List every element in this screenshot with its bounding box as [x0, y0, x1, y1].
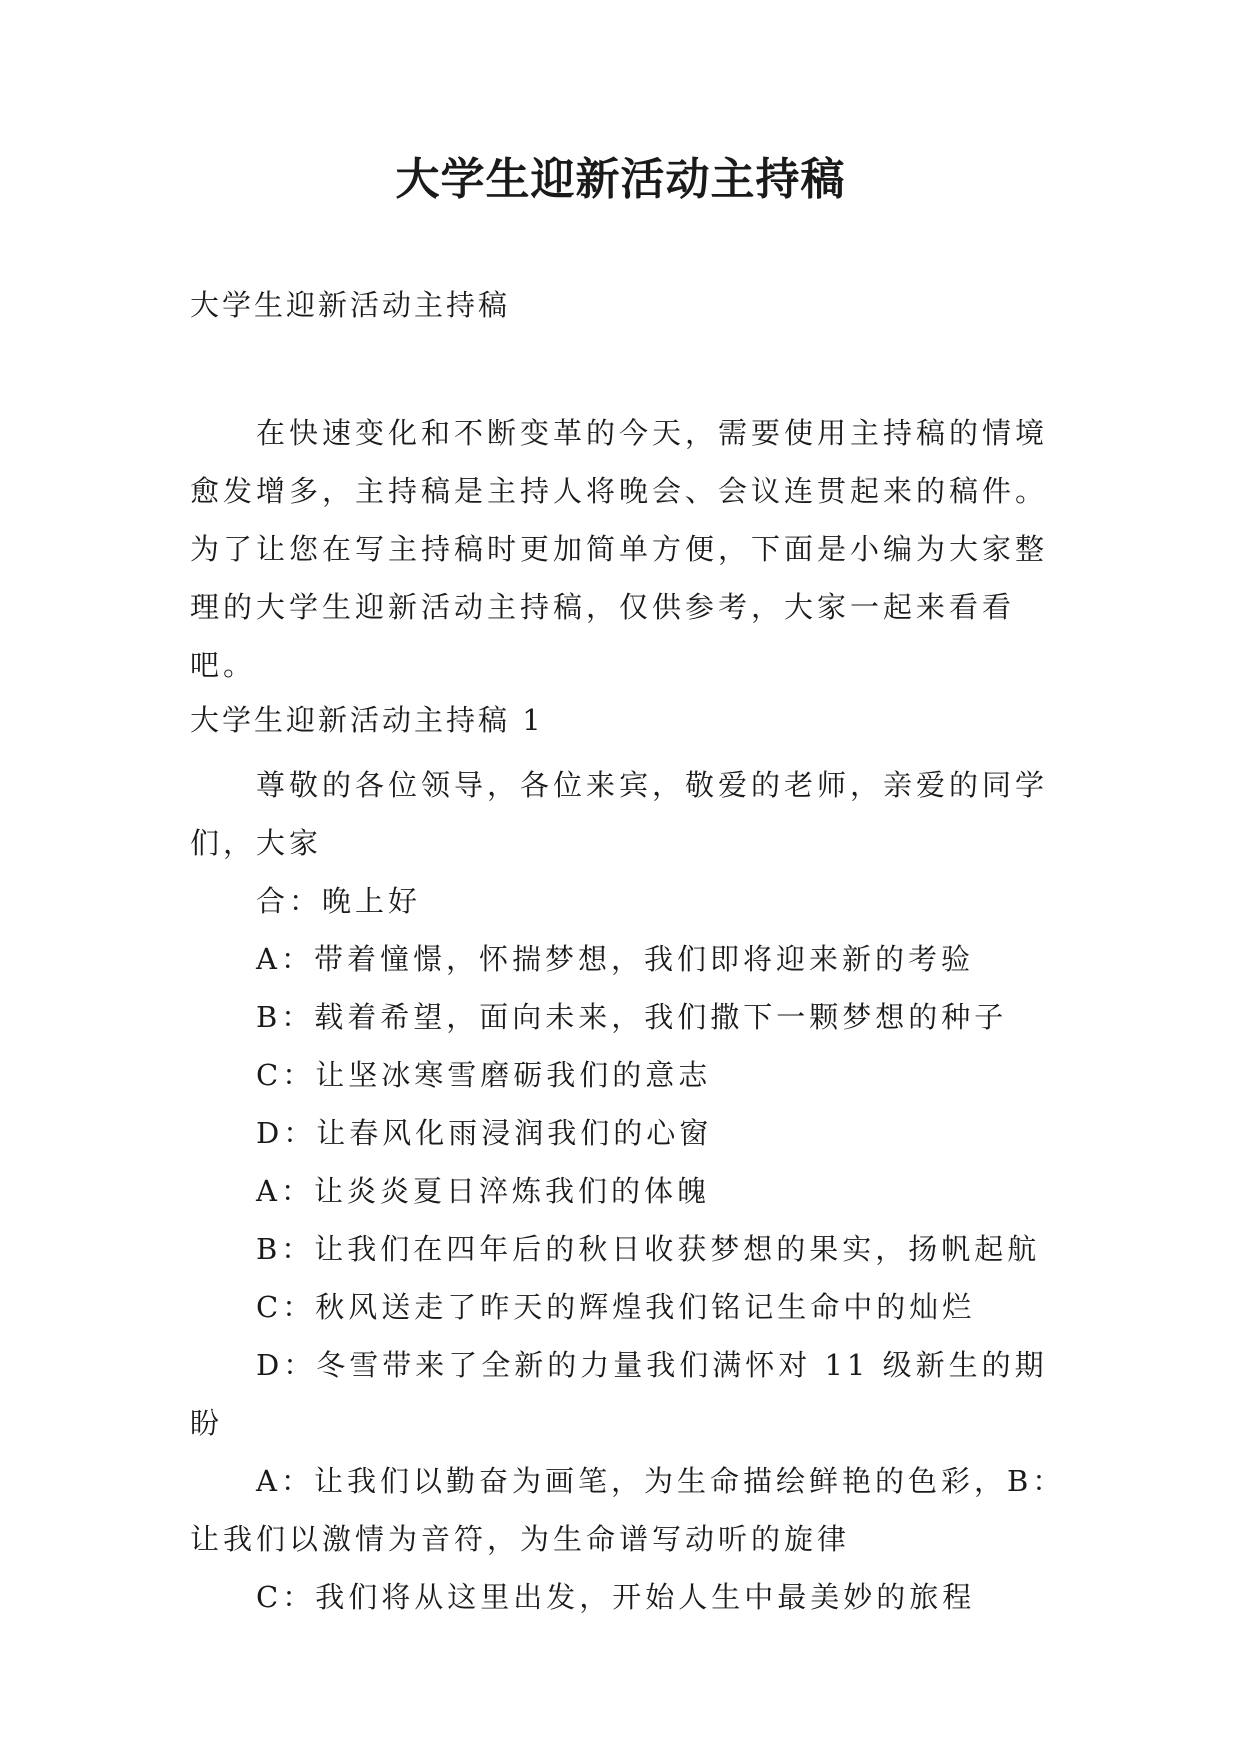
- speech-line: B：让我们在四年后的秋日收获梦想的果实，扬帆起航: [256, 1232, 1041, 1266]
- section-heading: 大学生迎新活动主持稿 1: [190, 703, 544, 737]
- section-body: [190, 756, 1080, 1626]
- speech-line: C：秋风送走了昨天的辉煌我们铭记生命中的灿烂: [256, 1290, 976, 1324]
- intro-paragraph: 在快速变化和不断变革的今天，需要使用主持稿的情境愈发增多，主持稿是主持人将晚会、会议连贯起来的稿件。为了让您在写主持稿时更加简单方便，下面是小编为大家整理的大学生迎新活动主持稿，仅供参考，大家一起来看看吧。: [190, 416, 1049, 682]
- speech-line: A：让我们以勤奋为画笔，为生命描绘鲜艳的色彩，B：让我们以激情为音符，为生命谱写动听的旋律: [190, 1464, 1066, 1556]
- document-title: 大学生迎新活动主持稿: [395, 154, 846, 205]
- speech-line: A：让炎炎夏日淬炼我们的体魄: [256, 1174, 710, 1208]
- speech-line: C：让坚冰寒雪磨砺我们的意志: [256, 1058, 712, 1092]
- document-subtitle: 大学生迎新活动主持稿: [190, 288, 511, 322]
- speech-line: A：带着憧憬，怀揣梦想，我们即将迎来新的考验: [256, 942, 974, 976]
- speech-line: C：我们将从这里出发，开始人生中最美妙的旅程: [256, 1580, 976, 1614]
- speech-line: D：让春风化雨浸润我们的心窗: [256, 1116, 713, 1150]
- speech-line: 尊敬的各位领导，各位来宾，敬爱的老师，亲爱的同学们，大家: [190, 768, 1049, 860]
- speech-line: D：冬雪带来了全新的力量我们满怀对 11 级新生的期盼: [190, 1348, 1048, 1440]
- speech-line: 合：晚上好: [256, 884, 422, 918]
- speech-line: B：载着希望，面向未来，我们撒下一颗梦想的种子: [256, 1000, 1008, 1034]
